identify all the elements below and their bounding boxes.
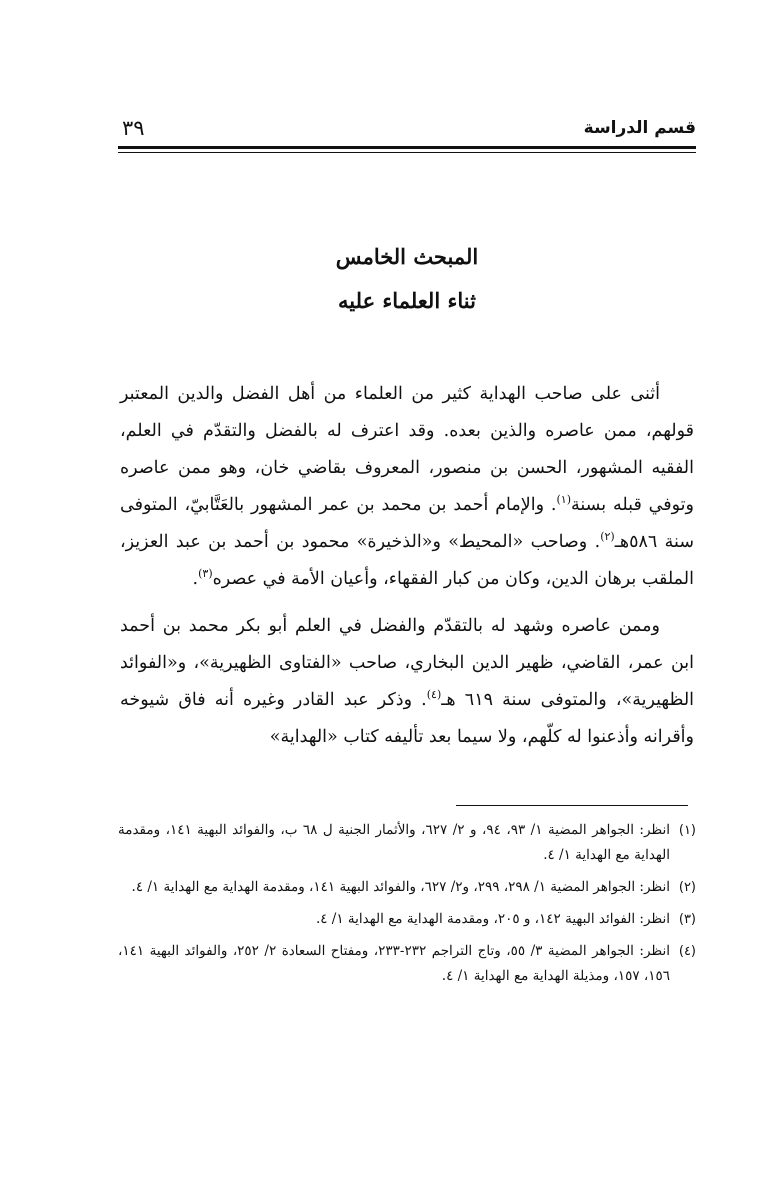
section-title: قسم الدراسة: [583, 118, 696, 138]
paragraph-2-part-a: وممن عاصره وشهد له بالتقدّم والفضل في العلم أبو بكر محمد بن أحمد ابن عمر، القاضي، ظهير الدين البخاري، صاحب «الفتاوى الظهيرية»، و«الفوائد الظهيرية»، والمتوفى سنة ٦١٩ هـ: [120, 616, 695, 710]
footnote-text: انظر: الفوائد البهية ١٤٢، و ٢٠٥، ومقدمة الهداية مع الهداية ١/ ٤.: [315, 911, 670, 927]
footnote-3: [118, 907, 696, 932]
paragraph-1-part-d: .: [192, 569, 199, 589]
footnote-separator: [456, 805, 688, 806]
footnote-ref-4: (٤): [426, 688, 442, 702]
main-text: [120, 376, 694, 756]
footnote-text: انظر: الجواهر المضية ٣/ ٥٥، وتاج التراجم ٢٣٢-٢٣٣، ومفتاح السعادة ٢/ ٢٥٢، والفوائد البهية ١٤١، ١٥٦، ١٥٧، ومذيلة الهداية مع الهداية ١/ ٤.: [118, 943, 670, 984]
footnote-number: (٢): [678, 880, 696, 895]
footnote-1: [118, 818, 696, 868]
paragraph-1-part-a: أثنى على صاحب الهداية كثير من العلماء من أهل الفضل والدين المعتبر قولهم، ممن عاصره والذين بعده. وقد اعترف له بالفضل والتقدّم في العلم، الفقيه المشهور، الحسن بن منصور، المعروف بقاضي خان، وهو ممن عاصره وتوفي قبله بسنة: [120, 384, 694, 515]
footnote-number: (١): [678, 823, 696, 838]
footnote-ref-3: (٣): [198, 567, 213, 581]
chapter-subtitle: ثناء العلماء عليه: [338, 288, 476, 313]
paragraph-1: [120, 376, 694, 598]
footnote-4: [118, 939, 696, 989]
footnote-text: انظر: الجواهر المضية ١/ ٩٣، ٩٤، و ٢/ ٦٢٧، والأثمار الجنية ل ٦٨ ب، والفوائد البهية ١٤١، ومقدمة الهداية مع الهداية ١/ ٤.: [118, 822, 671, 863]
footnote-ref-2: (٢): [600, 530, 615, 544]
footnote-number: (٤): [678, 944, 696, 959]
header-rule-thin: [118, 152, 696, 153]
paragraph-2-part-b: . وذكر عبد القادر وغيره أنه فاق شيوخه وأقرانه وأذعنوا له كلّهم، ولا سيما بعد تأليفه كتاب «الهداية»: [120, 690, 694, 747]
header-rule-thick: [118, 146, 696, 149]
footnote-number: (٣): [678, 912, 696, 927]
paragraph-1-part-c: . وصاحب «المحيط» و«الذخيرة» محمود بن أحمد بن عبد العزيز، الملقب برهان الدين، وكان من كبار الفقهاء، وأعيان الأمة في عصره: [120, 532, 694, 589]
footnote-2: [118, 875, 696, 900]
footnote-text: انظر: الجواهر المضية ١/ ٢٩٨، ٢٩٩، و٢/ ٦٢٧، والفوائد البهية ١٤١، ومقدمة الهداية مع الهداية ١/ ٤.: [131, 879, 670, 895]
chapter-heading: المبحث الخامس: [335, 244, 479, 269]
paragraph-1-part-b: . والإمام أحمد بن محمد بن عمر المشهور بالعَتَّابيّ، المتوفى سنة ٥٨٦هـ: [120, 495, 695, 552]
footnotes: [118, 818, 696, 996]
footnote-ref-1: (١): [556, 493, 571, 507]
page-number: ٣٩: [122, 116, 145, 140]
paragraph-2: [120, 608, 694, 756]
running-header: [118, 118, 696, 142]
